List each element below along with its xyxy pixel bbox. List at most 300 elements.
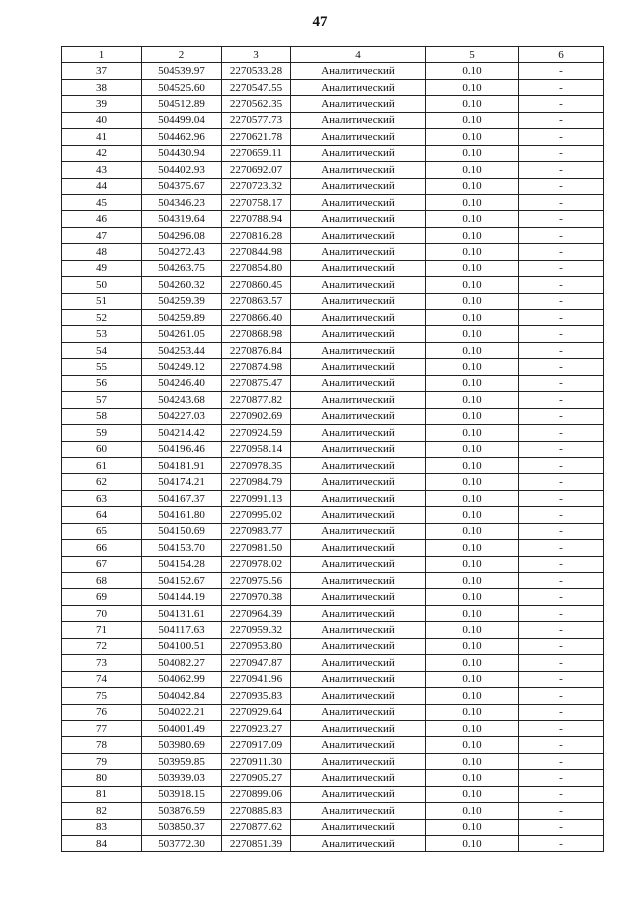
note-cell: - (519, 490, 604, 506)
note-cell: - (519, 836, 604, 852)
x-coordinate-cell: 504001.49 (142, 720, 222, 736)
y-coordinate-cell: 2270758.17 (222, 194, 291, 210)
point-number-cell: 79 (62, 753, 142, 769)
y-coordinate-cell: 2270917.09 (222, 737, 291, 753)
accuracy-cell: 0.10 (426, 277, 519, 293)
accuracy-cell: 0.10 (426, 457, 519, 473)
note-cell: - (519, 112, 604, 128)
note-cell: - (519, 474, 604, 490)
accuracy-cell: 0.10 (426, 359, 519, 375)
point-number-cell: 63 (62, 490, 142, 506)
accuracy-cell: 0.10 (426, 392, 519, 408)
accuracy-cell: 0.10 (426, 671, 519, 687)
table-row (62, 474, 604, 490)
table-row (62, 720, 604, 736)
note-cell: - (519, 326, 604, 342)
x-coordinate-cell: 504375.67 (142, 178, 222, 194)
table-row (62, 655, 604, 671)
table-row (62, 605, 604, 621)
table-row (62, 96, 604, 112)
y-coordinate-cell: 2270991.13 (222, 490, 291, 506)
method-cell: Аналитический (291, 655, 426, 671)
y-coordinate-cell: 2270723.32 (222, 178, 291, 194)
accuracy-cell: 0.10 (426, 638, 519, 654)
note-cell: - (519, 819, 604, 835)
note-cell: - (519, 145, 604, 161)
y-coordinate-cell: 2270844.98 (222, 244, 291, 260)
table-row (62, 819, 604, 835)
y-coordinate-cell: 2270868.98 (222, 326, 291, 342)
method-cell: Аналитический (291, 770, 426, 786)
point-number-cell: 52 (62, 310, 142, 326)
method-cell: Аналитический (291, 79, 426, 95)
note-cell: - (519, 79, 604, 95)
accuracy-cell: 0.10 (426, 753, 519, 769)
method-cell: Аналитический (291, 112, 426, 128)
table-row (62, 622, 604, 638)
method-cell: Аналитический (291, 293, 426, 309)
x-coordinate-cell: 504167.37 (142, 490, 222, 506)
point-number-cell: 47 (62, 227, 142, 243)
note-cell: - (519, 211, 604, 227)
accuracy-cell: 0.10 (426, 260, 519, 276)
x-coordinate-cell: 503850.37 (142, 819, 222, 835)
accuracy-cell: 0.10 (426, 441, 519, 457)
point-number-cell: 44 (62, 178, 142, 194)
note-cell: - (519, 770, 604, 786)
accuracy-cell: 0.10 (426, 145, 519, 161)
table-row (62, 310, 604, 326)
point-number-cell: 50 (62, 277, 142, 293)
accuracy-cell: 0.10 (426, 227, 519, 243)
method-cell: Аналитический (291, 359, 426, 375)
y-coordinate-cell: 2270863.57 (222, 293, 291, 309)
note-cell: - (519, 704, 604, 720)
y-coordinate-cell: 2270995.02 (222, 507, 291, 523)
table-row (62, 671, 604, 687)
note-cell: - (519, 277, 604, 293)
method-cell: Аналитический (291, 326, 426, 342)
y-coordinate-cell: 2270975.56 (222, 573, 291, 589)
note-cell: - (519, 359, 604, 375)
accuracy-cell: 0.10 (426, 573, 519, 589)
method-cell: Аналитический (291, 129, 426, 145)
point-number-cell: 60 (62, 441, 142, 457)
table-row (62, 227, 604, 243)
note-cell: - (519, 622, 604, 638)
x-coordinate-cell: 504196.46 (142, 441, 222, 457)
accuracy-cell: 0.10 (426, 293, 519, 309)
point-number-cell: 84 (62, 836, 142, 852)
table-row (62, 836, 604, 852)
x-coordinate-cell: 504346.23 (142, 194, 222, 210)
accuracy-cell: 0.10 (426, 96, 519, 112)
accuracy-cell: 0.10 (426, 737, 519, 753)
note-cell: - (519, 293, 604, 309)
y-coordinate-cell: 2270816.28 (222, 227, 291, 243)
point-number-cell: 56 (62, 375, 142, 391)
point-number-cell: 45 (62, 194, 142, 210)
note-cell: - (519, 96, 604, 112)
point-number-cell: 49 (62, 260, 142, 276)
point-number-cell: 67 (62, 556, 142, 572)
method-cell: Аналитический (291, 605, 426, 621)
y-coordinate-cell: 2270970.38 (222, 589, 291, 605)
y-coordinate-cell: 2270978.02 (222, 556, 291, 572)
accuracy-cell: 0.10 (426, 819, 519, 835)
y-coordinate-cell: 2270851.39 (222, 836, 291, 852)
y-coordinate-cell: 2270877.82 (222, 392, 291, 408)
y-coordinate-cell: 2270902.69 (222, 408, 291, 424)
point-number-cell: 38 (62, 79, 142, 95)
header-row (62, 47, 604, 63)
method-cell: Аналитический (291, 474, 426, 490)
note-cell: - (519, 425, 604, 441)
method-cell: Аналитический (291, 277, 426, 293)
note-cell: - (519, 753, 604, 769)
accuracy-cell: 0.10 (426, 194, 519, 210)
method-cell: Аналитический (291, 178, 426, 194)
point-number-cell: 71 (62, 622, 142, 638)
x-coordinate-cell: 503980.69 (142, 737, 222, 753)
note-cell: - (519, 310, 604, 326)
method-cell: Аналитический (291, 819, 426, 835)
point-number-cell: 43 (62, 162, 142, 178)
point-number-cell: 42 (62, 145, 142, 161)
note-cell: - (519, 507, 604, 523)
method-cell: Аналитический (291, 375, 426, 391)
x-coordinate-cell: 504319.64 (142, 211, 222, 227)
method-cell: Аналитический (291, 441, 426, 457)
y-coordinate-cell: 2270941.96 (222, 671, 291, 687)
table-row (62, 112, 604, 128)
x-coordinate-cell: 504117.63 (142, 622, 222, 638)
accuracy-cell: 0.10 (426, 490, 519, 506)
table-row (62, 244, 604, 260)
point-number-cell: 68 (62, 573, 142, 589)
note-cell: - (519, 573, 604, 589)
point-number-cell: 70 (62, 605, 142, 621)
accuracy-cell: 0.10 (426, 310, 519, 326)
point-number-cell: 74 (62, 671, 142, 687)
table-row (62, 375, 604, 391)
point-number-cell: 59 (62, 425, 142, 441)
method-cell: Аналитический (291, 786, 426, 802)
accuracy-cell: 0.10 (426, 112, 519, 128)
column-header: 4 (291, 47, 426, 63)
accuracy-cell: 0.10 (426, 162, 519, 178)
method-cell: Аналитический (291, 211, 426, 227)
method-cell: Аналитический (291, 260, 426, 276)
point-number-cell: 76 (62, 704, 142, 720)
x-coordinate-cell: 504402.93 (142, 162, 222, 178)
x-coordinate-cell: 504430.94 (142, 145, 222, 161)
table-row (62, 293, 604, 309)
table-row (62, 178, 604, 194)
method-cell: Аналитический (291, 342, 426, 358)
table-row (62, 392, 604, 408)
method-cell: Аналитический (291, 408, 426, 424)
y-coordinate-cell: 2270621.78 (222, 129, 291, 145)
y-coordinate-cell: 2270874.98 (222, 359, 291, 375)
x-coordinate-cell: 504243.68 (142, 392, 222, 408)
table-row (62, 457, 604, 473)
method-cell: Аналитический (291, 63, 426, 79)
table-row (62, 441, 604, 457)
method-cell: Аналитический (291, 96, 426, 112)
accuracy-cell: 0.10 (426, 178, 519, 194)
y-coordinate-cell: 2270959.32 (222, 622, 291, 638)
note-cell: - (519, 375, 604, 391)
x-coordinate-cell: 504272.43 (142, 244, 222, 260)
accuracy-cell: 0.10 (426, 688, 519, 704)
accuracy-cell: 0.10 (426, 408, 519, 424)
table-row (62, 408, 604, 424)
table-row (62, 425, 604, 441)
note-cell: - (519, 803, 604, 819)
note-cell: - (519, 244, 604, 260)
table-row (62, 507, 604, 523)
column-header: 6 (519, 47, 604, 63)
x-coordinate-cell: 504131.61 (142, 605, 222, 621)
x-coordinate-cell: 503876.59 (142, 803, 222, 819)
x-coordinate-cell: 504174.21 (142, 474, 222, 490)
method-cell: Аналитический (291, 457, 426, 473)
y-coordinate-cell: 2270577.73 (222, 112, 291, 128)
accuracy-cell: 0.10 (426, 589, 519, 605)
x-coordinate-cell: 504296.08 (142, 227, 222, 243)
point-number-cell: 39 (62, 96, 142, 112)
y-coordinate-cell: 2270547.55 (222, 79, 291, 95)
x-coordinate-cell: 504082.27 (142, 655, 222, 671)
point-number-cell: 69 (62, 589, 142, 605)
method-cell: Аналитический (291, 162, 426, 178)
point-number-cell: 65 (62, 523, 142, 539)
y-coordinate-cell: 2270923.27 (222, 720, 291, 736)
column-header: 5 (426, 47, 519, 63)
point-number-cell: 37 (62, 63, 142, 79)
x-coordinate-cell: 504227.03 (142, 408, 222, 424)
method-cell: Аналитический (291, 688, 426, 704)
x-coordinate-cell: 504260.32 (142, 277, 222, 293)
method-cell: Аналитический (291, 638, 426, 654)
point-number-cell: 81 (62, 786, 142, 802)
y-coordinate-cell: 2270905.27 (222, 770, 291, 786)
y-coordinate-cell: 2270562.35 (222, 96, 291, 112)
y-coordinate-cell: 2270978.35 (222, 457, 291, 473)
table-row (62, 194, 604, 210)
table-row (62, 688, 604, 704)
method-cell: Аналитический (291, 425, 426, 441)
y-coordinate-cell: 2270929.64 (222, 704, 291, 720)
note-cell: - (519, 556, 604, 572)
method-cell: Аналитический (291, 227, 426, 243)
y-coordinate-cell: 2270953.80 (222, 638, 291, 654)
point-number-cell: 54 (62, 342, 142, 358)
note-cell: - (519, 638, 604, 654)
note-cell: - (519, 655, 604, 671)
method-cell: Аналитический (291, 490, 426, 506)
method-cell: Аналитический (291, 194, 426, 210)
accuracy-cell: 0.10 (426, 556, 519, 572)
accuracy-cell: 0.10 (426, 211, 519, 227)
point-number-cell: 72 (62, 638, 142, 654)
point-number-cell: 82 (62, 803, 142, 819)
table-row (62, 523, 604, 539)
accuracy-cell: 0.10 (426, 507, 519, 523)
table-row (62, 704, 604, 720)
y-coordinate-cell: 2270854.80 (222, 260, 291, 276)
x-coordinate-cell: 504181.91 (142, 457, 222, 473)
point-number-cell: 78 (62, 737, 142, 753)
note-cell: - (519, 737, 604, 753)
table-row (62, 63, 604, 79)
y-coordinate-cell: 2270692.07 (222, 162, 291, 178)
table-row (62, 79, 604, 95)
table-row (62, 638, 604, 654)
column-header: 3 (222, 47, 291, 63)
method-cell: Аналитический (291, 523, 426, 539)
table-row (62, 753, 604, 769)
note-cell: - (519, 540, 604, 556)
note-cell: - (519, 720, 604, 736)
table-row (62, 211, 604, 227)
point-number-cell: 53 (62, 326, 142, 342)
accuracy-cell: 0.10 (426, 244, 519, 260)
x-coordinate-cell: 504152.67 (142, 573, 222, 589)
coordinates-table (61, 46, 604, 852)
y-coordinate-cell: 2270659.11 (222, 145, 291, 161)
table-row (62, 260, 604, 276)
accuracy-cell: 0.10 (426, 720, 519, 736)
x-coordinate-cell: 503959.85 (142, 753, 222, 769)
x-coordinate-cell: 504154.28 (142, 556, 222, 572)
point-number-cell: 51 (62, 293, 142, 309)
accuracy-cell: 0.10 (426, 375, 519, 391)
accuracy-cell: 0.10 (426, 540, 519, 556)
method-cell: Аналитический (291, 737, 426, 753)
y-coordinate-cell: 2270885.83 (222, 803, 291, 819)
accuracy-cell: 0.10 (426, 523, 519, 539)
method-cell: Аналитический (291, 836, 426, 852)
method-cell: Аналитический (291, 507, 426, 523)
table-row (62, 326, 604, 342)
point-number-cell: 75 (62, 688, 142, 704)
y-coordinate-cell: 2270935.83 (222, 688, 291, 704)
method-cell: Аналитический (291, 540, 426, 556)
note-cell: - (519, 63, 604, 79)
y-coordinate-cell: 2270981.50 (222, 540, 291, 556)
x-coordinate-cell: 504462.96 (142, 129, 222, 145)
x-coordinate-cell: 504249.12 (142, 359, 222, 375)
y-coordinate-cell: 2270924.59 (222, 425, 291, 441)
x-coordinate-cell: 504153.70 (142, 540, 222, 556)
point-number-cell: 66 (62, 540, 142, 556)
accuracy-cell: 0.10 (426, 622, 519, 638)
accuracy-cell: 0.10 (426, 605, 519, 621)
note-cell: - (519, 227, 604, 243)
note-cell: - (519, 194, 604, 210)
x-coordinate-cell: 504246.40 (142, 375, 222, 391)
point-number-cell: 64 (62, 507, 142, 523)
x-coordinate-cell: 503939.03 (142, 770, 222, 786)
note-cell: - (519, 688, 604, 704)
x-coordinate-cell: 504261.05 (142, 326, 222, 342)
y-coordinate-cell: 2270911.30 (222, 753, 291, 769)
point-number-cell: 62 (62, 474, 142, 490)
x-coordinate-cell: 504512.89 (142, 96, 222, 112)
note-cell: - (519, 342, 604, 358)
note-cell: - (519, 589, 604, 605)
accuracy-cell: 0.10 (426, 326, 519, 342)
table-row (62, 129, 604, 145)
x-coordinate-cell: 504100.51 (142, 638, 222, 654)
x-coordinate-cell: 504161.80 (142, 507, 222, 523)
method-cell: Аналитический (291, 622, 426, 638)
table-row (62, 342, 604, 358)
method-cell: Аналитический (291, 145, 426, 161)
x-coordinate-cell: 504525.60 (142, 79, 222, 95)
method-cell: Аналитический (291, 573, 426, 589)
x-coordinate-cell: 504253.44 (142, 342, 222, 358)
method-cell: Аналитический (291, 392, 426, 408)
note-cell: - (519, 786, 604, 802)
x-coordinate-cell: 504214.42 (142, 425, 222, 441)
y-coordinate-cell: 2270899.06 (222, 786, 291, 802)
table-row (62, 770, 604, 786)
note-cell: - (519, 457, 604, 473)
table-row (62, 737, 604, 753)
point-number-cell: 61 (62, 457, 142, 473)
table-row (62, 277, 604, 293)
table-body (62, 63, 604, 852)
x-coordinate-cell: 504042.84 (142, 688, 222, 704)
y-coordinate-cell: 2270983.77 (222, 523, 291, 539)
y-coordinate-cell: 2270533.28 (222, 63, 291, 79)
method-cell: Аналитический (291, 244, 426, 260)
point-number-cell: 41 (62, 129, 142, 145)
table-row (62, 573, 604, 589)
method-cell: Аналитический (291, 803, 426, 819)
y-coordinate-cell: 2270984.79 (222, 474, 291, 490)
note-cell: - (519, 523, 604, 539)
accuracy-cell: 0.10 (426, 474, 519, 490)
note-cell: - (519, 392, 604, 408)
method-cell: Аналитический (291, 556, 426, 572)
accuracy-cell: 0.10 (426, 786, 519, 802)
x-coordinate-cell: 504062.99 (142, 671, 222, 687)
y-coordinate-cell: 2270958.14 (222, 441, 291, 457)
y-coordinate-cell: 2270788.94 (222, 211, 291, 227)
x-coordinate-cell: 504259.89 (142, 310, 222, 326)
point-number-cell: 58 (62, 408, 142, 424)
accuracy-cell: 0.10 (426, 655, 519, 671)
point-number-cell: 46 (62, 211, 142, 227)
table-row (62, 359, 604, 375)
table-row (62, 589, 604, 605)
note-cell: - (519, 605, 604, 621)
note-cell: - (519, 162, 604, 178)
accuracy-cell: 0.10 (426, 803, 519, 819)
y-coordinate-cell: 2270876.84 (222, 342, 291, 358)
x-coordinate-cell: 504259.39 (142, 293, 222, 309)
note-cell: - (519, 671, 604, 687)
table-row (62, 556, 604, 572)
accuracy-cell: 0.10 (426, 770, 519, 786)
column-header: 2 (142, 47, 222, 63)
x-coordinate-cell: 504144.19 (142, 589, 222, 605)
x-coordinate-cell: 504263.75 (142, 260, 222, 276)
